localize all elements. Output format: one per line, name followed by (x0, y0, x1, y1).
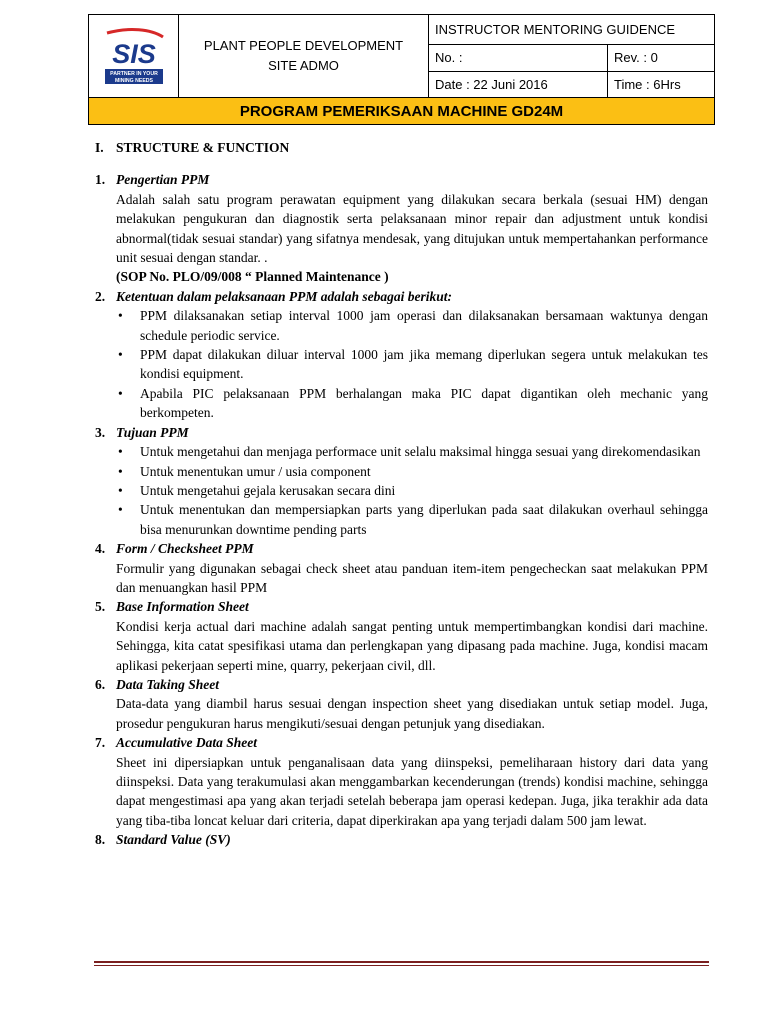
site-cell (179, 15, 429, 97)
list-item: • PPM dilaksanakan setiap interval 1000 jam operasi dan dilaksanakan bersamaan waktunya dengan schedule periodic service. (116, 306, 708, 345)
item-heading (95, 287, 708, 306)
doc-date: Date : 22 Juni 2016 (429, 72, 608, 98)
item-number: 4. (95, 541, 106, 557)
doc-title: INSTRUCTOR MENTORING GUIDENCE (429, 15, 714, 45)
item-paragraph: Kondisi kerja actual dari machine adalah sangat penting untuk mempertimbangkan kondisi dari machine. Sehingga, kita catat spesifikasi utama dan perlengkapan yang dipasang pada machine. Juga, kondisi macam aplikasi pekerjaan seperti mine, quarry, pekerjaan civil, dll. (116, 618, 708, 673)
footer-divider (94, 961, 709, 966)
doc-time: Time : 6Hrs (614, 76, 681, 92)
item-paragraph: Data-data yang diambil harus sesuai dengan inspection sheet yang disediakan untuk setiap model. Juga, prosedur pengukuran harus mengikuti/sesuai dengan petunjuk yang disediakan. (116, 696, 708, 731)
item-paragraph: Formulir yang digunakan sebagai check sheet atau panduan item-item pengecheckan saat melakukan PPM dan menuangkan hasil PPM (116, 560, 708, 595)
section-number: I. (95, 140, 104, 155)
document-header (88, 14, 715, 125)
item-heading (95, 830, 708, 849)
document-body (95, 138, 708, 850)
item-title: Ketentuan dalam pelaksanaan PPM adalah sebagai berikut: (116, 288, 453, 304)
item-title: Form / Checksheet PPM (116, 541, 254, 557)
list-item: • Untuk menentukan umur / usia component (116, 462, 708, 481)
item-number: 5. (95, 599, 106, 615)
bullet-list (116, 306, 708, 422)
item-title: Pengertian PPM (116, 172, 210, 188)
item-title: Standard Value (SV) (116, 832, 231, 848)
list-item: • PPM dapat dilakukan diluar interval 1000 jam jika memang diperlukan segera untuk melakukan tes kondisi equipment. (116, 345, 708, 384)
item-number: 3. (95, 424, 106, 440)
list-item: • Untuk menentukan dan mempersiapkan parts yang diperlukan pada saat dilakukan overhaul sehingga bisa menurunkan downtime pending parts (116, 500, 708, 539)
doc-number: No. : (429, 45, 608, 71)
item-number: 1. (95, 172, 106, 188)
item-number: 8. (95, 832, 106, 848)
doc-info-cell (429, 15, 714, 97)
item-heading (95, 423, 708, 442)
item-title: Data Taking Sheet (116, 676, 220, 692)
svg-text:MINING NEEDS: MINING NEEDS (114, 78, 153, 84)
logo-brand: SIS (111, 39, 156, 69)
item-heading (95, 733, 708, 752)
section-title: STRUCTURE & FUNCTION (116, 140, 290, 155)
list-item: • Apabila PIC pelaksanaan PPM berhalangan maka PIC dapat digantikan oleh mechanic yang berkompeten. (116, 384, 708, 423)
doc-info-row (429, 71, 714, 98)
item-number: 6. (95, 676, 106, 692)
item-paragraph: Adalah salah satu program perawatan equipment yang dilakukan secara berkala (sesuai HM) dengan melakukan pengukuran dan diagnostik serta pelaksanaan minor repair dan adjustment untuk kondisi abnormal(tidak sesuai standar) yang sifatnya mendesak, yang ditujukan untuk mempertahankan performance unit sesuai dengan standar. . (116, 191, 708, 266)
item-heading (95, 170, 708, 189)
logo-cell (89, 15, 179, 97)
bullet-list (116, 442, 708, 539)
item-paragraph: Sheet ini dipersiapkan untuk penganalisaan data yang diinspeksi, pemeliharaan history dari data yang diinspeksi. Data yang terakumulasi akan menggambarkan kecenderungan (trends) kondisi machine, sehingga dapat mengestimasi apa yang akan terjadi setelah beberapa jam operasi kedepan. Juga, jika terakhir ada data yang tiba-tiba loncat keluar dari criteria, dapat diperkirakan apa yang terjadi dalam 500 jam lewat. (116, 754, 708, 828)
item-title: Accumulative Data Sheet (116, 735, 257, 751)
item-number: 7. (95, 735, 106, 751)
item-title: Base Information Sheet (116, 599, 249, 615)
item-heading (95, 675, 708, 694)
item-heading (95, 597, 708, 616)
site-line-1: PLANT PEOPLE DEVELOPMENT (203, 38, 404, 53)
list-item: • Untuk mengetahui dan menjaga performace unit selalu maksimal hingga sesuai yang direkomendasikan (116, 442, 708, 461)
section-heading (95, 138, 708, 157)
doc-info-row (429, 45, 714, 71)
site-line-2: SITE ADMO (268, 58, 339, 73)
company-logo (99, 25, 169, 87)
svg-text:PARTNER IN YOUR: PARTNER IN YOUR (109, 71, 158, 77)
program-title: PROGRAM PEMERIKSAAN MACHINE GD24M (89, 97, 714, 124)
doc-revision: Rev. : 0 (614, 50, 658, 66)
item-number: 2. (95, 288, 106, 304)
item-heading (95, 539, 708, 558)
list-item: • Untuk mengetahui gejala kerusakan secara dini (116, 481, 708, 500)
sop-reference: (SOP No. PLO/09/008 “ Planned Maintenance ) (116, 269, 389, 285)
item-title: Tujuan PPM (116, 424, 189, 440)
